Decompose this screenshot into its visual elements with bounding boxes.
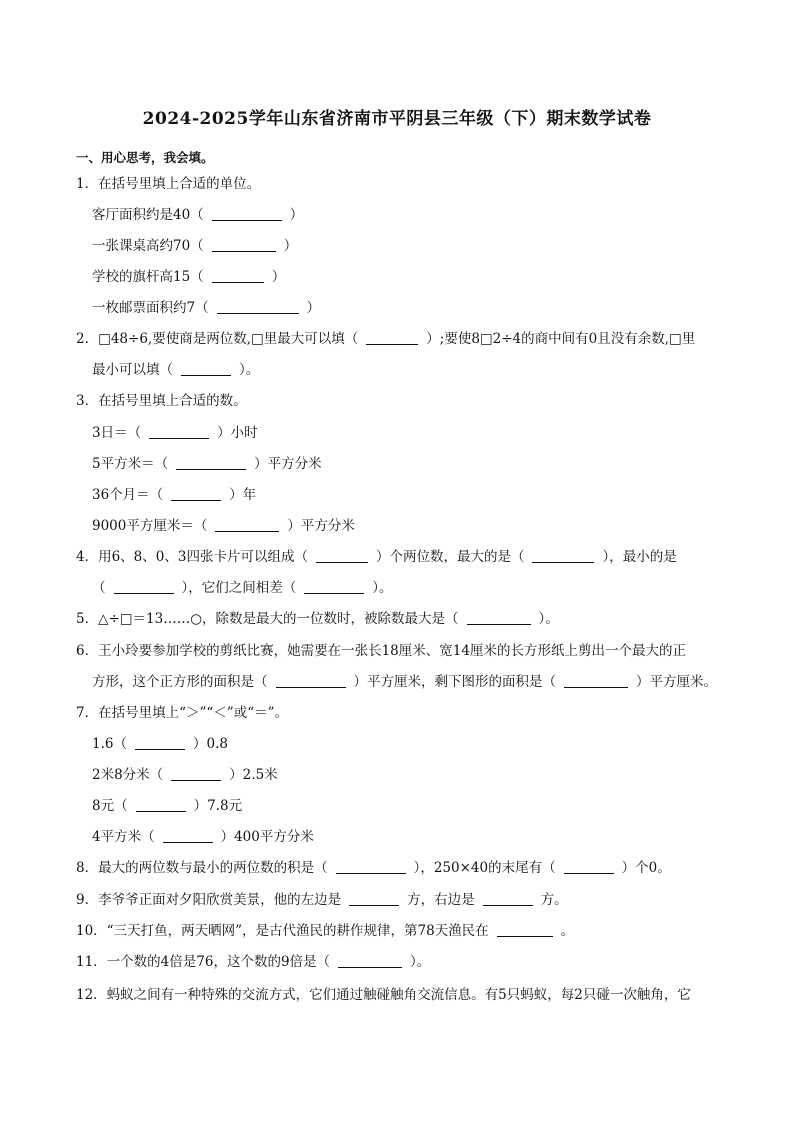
- answer-blank[interactable]: [316, 548, 368, 563]
- question-5: 5．△÷□＝13……○，除数是最大的一位数时，被除数最大是（ ）。: [76, 611, 559, 627]
- question-2-cont: 最小可以填（ ）。: [92, 362, 260, 378]
- question-10: 10．“三天打鱼，两天晒网”，是古代渔民的耕作规律，第78天渔民在 。: [76, 923, 575, 939]
- question-3-item: 3日＝（ ）小时: [92, 425, 258, 441]
- answer-blank[interactable]: [215, 517, 279, 532]
- answer-blank[interactable]: [338, 953, 402, 968]
- answer-blank[interactable]: [149, 424, 209, 439]
- answer-blank[interactable]: [532, 548, 594, 563]
- question-3-item: 9000平方厘米＝（ ）平方分米: [92, 518, 355, 534]
- answer-blank[interactable]: [276, 673, 346, 688]
- answer-blank[interactable]: [114, 579, 174, 594]
- answer-blank[interactable]: [181, 361, 231, 376]
- answer-blank[interactable]: [483, 891, 533, 906]
- answer-blank[interactable]: [212, 268, 264, 283]
- answer-blank[interactable]: [171, 766, 221, 781]
- question-12: 12．蚂蚁之间有一种特殊的交流方式，它们通过触碰触角交流信息。有5只蚂蚁，每2只碰一次触角，它: [76, 987, 691, 1003]
- question-4-cont: （ ），它们之间相差（ ）。: [92, 580, 393, 596]
- question-1-item: 学校的旗杆高15（ ）: [92, 269, 286, 285]
- question-7: [76, 703, 288, 723]
- answer-blank[interactable]: [176, 455, 246, 470]
- question-1-item: 一张课桌高约70（ ）: [92, 238, 298, 254]
- answer-blank[interactable]: [136, 797, 186, 812]
- question-6-cont: 方形，这个正方形的面积是（ ）平方厘米，剩下图形的面积是（ ）平方厘米。: [92, 674, 717, 690]
- question-1-stem: 1．在括号里填上合适的单位。: [76, 176, 261, 192]
- question-7-item: 4平方米（ ）400平方分米: [92, 829, 314, 845]
- answer-blank[interactable]: [163, 828, 213, 843]
- question-3-stem: 3．在括号里填上合适的数。: [76, 393, 247, 409]
- answer-blank[interactable]: [349, 891, 399, 906]
- answer-blank[interactable]: [135, 735, 185, 750]
- answer-blank[interactable]: [497, 922, 553, 937]
- question-3-item: 5平方米＝（ ）平方分米: [92, 456, 322, 472]
- page-title: 2024-2025学年山东省济南市平阴县三年级（下）期末数学试卷: [142, 109, 652, 129]
- answer-blank[interactable]: [212, 206, 282, 221]
- question-3: [76, 391, 247, 411]
- question-1-item: 客厅面积约是40（ ）: [92, 207, 304, 223]
- answer-blank[interactable]: [366, 330, 418, 345]
- question-3-item: 36个月＝（ ）年: [92, 487, 257, 503]
- question-1: [76, 174, 260, 194]
- answer-blank[interactable]: [217, 299, 299, 314]
- question-6: 6．王小玲要参加学校的剪纸比赛，她需要在一张长18厘米、宽14厘米的长方形纸上剪出一个最大的正: [76, 643, 686, 659]
- answer-blank[interactable]: [212, 237, 276, 252]
- answer-blank[interactable]: [564, 673, 628, 688]
- question-4: 4．用6、8、0、3四张卡片可以组成（ ）个两位数，最大的是（ ），最小的是: [76, 549, 677, 565]
- question-7-item: 2米8分米（ ）2.5米: [92, 767, 278, 783]
- answer-blank[interactable]: [564, 859, 614, 874]
- question-11: 11．一个数的4倍是76，这个数的9倍是（ ）。: [76, 954, 431, 970]
- question-7-item: 1.6（ ）0.8: [92, 736, 228, 752]
- question-1-item: 一枚邮票面积约7（ ）: [92, 300, 321, 316]
- question-7-item: 8元（ ）7.8元: [92, 798, 243, 814]
- answer-blank[interactable]: [304, 579, 364, 594]
- answer-blank[interactable]: [336, 859, 406, 874]
- section-heading: 一、用心思考，我会填。: [76, 150, 214, 165]
- answer-blank[interactable]: [467, 610, 531, 625]
- answer-blank[interactable]: [171, 486, 221, 501]
- question-7-stem: 7．在括号里填上“＞”“＜”或“＝”。: [76, 705, 288, 721]
- question-2: 2．□48÷6,要使商是两位数,□里最大可以填（ ）;要使8□2÷4的商中间有0且没有余数,□里: [76, 331, 696, 347]
- question-9: 9．李爷爷正面对夕阳欣赏美景，他的左边是 方，右边是 方。: [76, 892, 568, 908]
- question-8: 8．最大的两位数与最小的两位数的积是（ ），250×40的末尾有（ ）个0。: [76, 860, 671, 876]
